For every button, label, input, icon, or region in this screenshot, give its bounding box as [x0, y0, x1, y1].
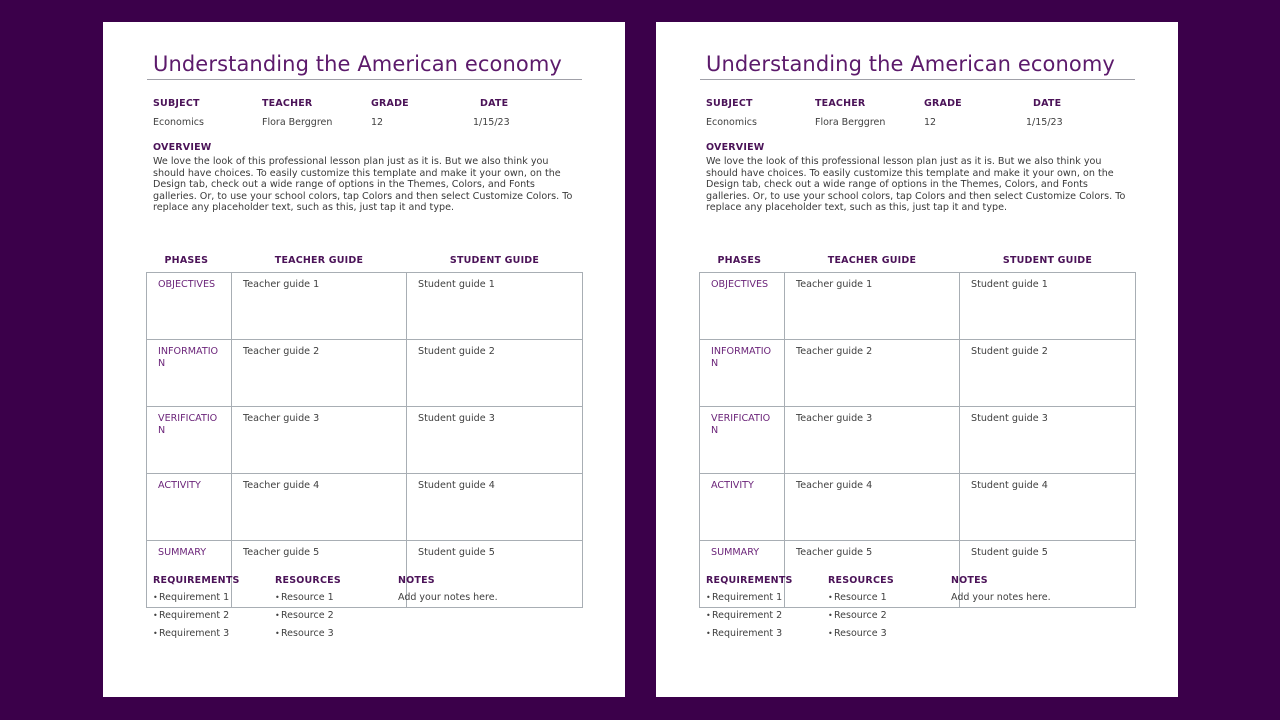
teacher-guide-cell[interactable]: Teacher guide 3 — [232, 407, 407, 474]
table-row — [147, 340, 583, 407]
resource-text: Resource 2 — [281, 610, 334, 621]
requirements-list — [706, 592, 793, 646]
bullet-icon: • — [153, 611, 158, 620]
title-divider — [147, 79, 582, 80]
phase-cell[interactable]: ACTIVITY — [147, 474, 232, 541]
teacher-label: TEACHER — [262, 98, 313, 109]
student-guide-cell[interactable]: Student guide 5 — [960, 541, 1136, 608]
header-teacher-guide: TEACHER GUIDE — [827, 254, 917, 266]
phases-table — [699, 248, 1136, 608]
requirement-text: Requirement 1 — [712, 592, 783, 603]
table-row — [147, 407, 583, 474]
notes-text[interactable]: Add your notes here. — [398, 592, 498, 603]
student-guide-cell[interactable]: Student guide 3 — [960, 407, 1136, 474]
bullet-icon: • — [706, 593, 711, 602]
teacher-guide-cell[interactable]: Teacher guide 2 — [232, 340, 407, 407]
requirements-section — [153, 575, 240, 646]
header-phases: PHASES — [717, 254, 762, 266]
phase-cell[interactable]: SUMMARY — [700, 541, 785, 608]
overview-text[interactable]: We love the look of this professional lesson plan just as it is. But we also think you should have choices. To easily customize this template and make it your own, on the Design tab, check out a wide range of options in the Themes, Colors, and Fonts galleries. Or, to use your school colors, tap Colors and then select Customize Colors. To replace any placeholder text, such as this, just tap it and type. — [153, 156, 573, 214]
list-item[interactable] — [706, 610, 793, 628]
list-item[interactable] — [275, 610, 341, 628]
list-item[interactable] — [828, 592, 894, 610]
date-label: DATE — [1033, 98, 1062, 109]
resource-text: Resource 1 — [281, 592, 334, 603]
student-guide-cell[interactable]: Student guide 2 — [407, 340, 583, 407]
header-teacher-guide: TEACHER GUIDE — [274, 254, 364, 266]
student-guide-cell[interactable]: Student guide 1 — [960, 273, 1136, 340]
table-row — [147, 474, 583, 541]
table-row — [700, 340, 1136, 407]
table-row — [700, 474, 1136, 541]
lesson-plan-page-right — [656, 22, 1178, 697]
phase-cell[interactable]: OBJECTIVES — [147, 273, 232, 340]
requirement-text: Requirement 2 — [159, 610, 230, 621]
resource-text: Resource 3 — [834, 628, 887, 639]
student-guide-cell[interactable]: Student guide 4 — [960, 474, 1136, 541]
teacher-guide-cell[interactable]: Teacher guide 5 — [232, 541, 407, 608]
teacher-guide-cell[interactable]: Teacher guide 4 — [232, 474, 407, 541]
grade-label: GRADE — [924, 98, 962, 109]
header-student-guide: STUDENT GUIDE — [1002, 254, 1093, 266]
list-item[interactable] — [706, 628, 793, 646]
teacher-guide-cell[interactable]: Teacher guide 4 — [785, 474, 960, 541]
overview-label: OVERVIEW — [706, 142, 765, 153]
table-row — [147, 273, 583, 340]
requirement-text: Requirement 3 — [712, 628, 783, 639]
resources-label: RESOURCES — [828, 575, 894, 586]
teacher-label: TEACHER — [815, 98, 866, 109]
phase-cell[interactable]: SUMMARY — [147, 541, 232, 608]
teacher-guide-cell[interactable]: Teacher guide 5 — [785, 541, 960, 608]
phases-table — [146, 248, 583, 608]
bullet-icon: • — [275, 611, 280, 620]
bullet-icon: • — [828, 611, 833, 620]
table-row — [700, 407, 1136, 474]
student-guide-cell[interactable]: Student guide 2 — [960, 340, 1136, 407]
bullet-icon: • — [153, 629, 158, 638]
document-title[interactable]: Understanding the American economy — [153, 52, 562, 76]
grade-value[interactable]: 12 — [924, 117, 937, 128]
date-label: DATE — [480, 98, 509, 109]
requirements-list — [153, 592, 240, 646]
bullet-icon: • — [706, 611, 711, 620]
phase-cell[interactable]: VERIFICATION — [700, 407, 785, 474]
teacher-guide-cell[interactable]: Teacher guide 2 — [785, 340, 960, 407]
grade-value[interactable]: 12 — [371, 117, 384, 128]
requirements-label: REQUIREMENTS — [153, 575, 240, 586]
page-content — [656, 22, 1178, 697]
phase-cell[interactable]: ACTIVITY — [700, 474, 785, 541]
resources-section — [275, 575, 341, 646]
phase-cell[interactable]: INFORMATION — [700, 340, 785, 407]
list-item[interactable] — [828, 610, 894, 628]
notes-label: NOTES — [951, 575, 988, 586]
requirement-text: Requirement 3 — [159, 628, 230, 639]
title-divider — [700, 79, 1135, 80]
bullet-icon: • — [706, 629, 711, 638]
requirements-label: REQUIREMENTS — [706, 575, 793, 586]
student-guide-cell[interactable]: Student guide 4 — [407, 474, 583, 541]
bullet-icon: • — [275, 593, 280, 602]
list-item[interactable] — [828, 628, 894, 646]
student-guide-cell[interactable]: Student guide 1 — [407, 273, 583, 340]
overview-label: OVERVIEW — [153, 142, 212, 153]
table-header-row — [147, 248, 583, 273]
bullet-icon: • — [275, 629, 280, 638]
requirement-text: Requirement 2 — [712, 610, 783, 621]
notes-section — [951, 575, 1051, 603]
list-item[interactable] — [275, 592, 341, 610]
teacher-guide-cell[interactable]: Teacher guide 3 — [785, 407, 960, 474]
date-value[interactable]: 1/15/23 — [1026, 117, 1063, 128]
subject-value[interactable]: Economics — [153, 117, 204, 128]
header-phases: PHASES — [164, 254, 209, 266]
resource-text: Resource 1 — [834, 592, 887, 603]
overview-text[interactable]: We love the look of this professional lesson plan just as it is. But we also think you should have choices. To easily customize this template and make it your own, on the Design tab, check out a wide range of options in the Themes, Colors, and Fonts galleries. Or, to use your school colors, tap Colors and then select Customize Colors. To replace any placeholder text, such as this, just tap it and type. — [706, 156, 1126, 214]
date-value[interactable]: 1/15/23 — [473, 117, 510, 128]
teacher-guide-cell[interactable]: Teacher guide 1 — [232, 273, 407, 340]
table-header-row — [700, 248, 1136, 273]
list-item[interactable] — [153, 592, 240, 610]
list-item[interactable] — [153, 628, 240, 646]
teacher-value[interactable]: Flora Berggren — [262, 117, 333, 128]
page-content — [103, 22, 625, 697]
bullet-icon: • — [828, 593, 833, 602]
bullet-icon: • — [828, 629, 833, 638]
subject-label: SUBJECT — [706, 98, 753, 109]
resource-text: Resource 2 — [834, 610, 887, 621]
grade-label: GRADE — [371, 98, 409, 109]
resources-list — [828, 592, 894, 646]
resources-label: RESOURCES — [275, 575, 341, 586]
teacher-guide-cell[interactable]: Teacher guide 1 — [785, 273, 960, 340]
bullet-icon: • — [153, 593, 158, 602]
phase-cell[interactable]: INFORMATION — [147, 340, 232, 407]
requirement-text: Requirement 1 — [159, 592, 230, 603]
notes-label: NOTES — [398, 575, 435, 586]
notes-text[interactable]: Add your notes here. — [951, 592, 1051, 603]
list-item[interactable] — [275, 628, 341, 646]
subject-label: SUBJECT — [153, 98, 200, 109]
student-guide-cell[interactable]: Student guide 5 — [407, 541, 583, 608]
requirements-section — [706, 575, 793, 646]
resource-text: Resource 3 — [281, 628, 334, 639]
phase-cell[interactable]: OBJECTIVES — [700, 273, 785, 340]
notes-section — [398, 575, 498, 603]
teacher-value[interactable]: Flora Berggren — [815, 117, 886, 128]
list-item[interactable] — [153, 610, 240, 628]
header-student-guide: STUDENT GUIDE — [449, 254, 540, 266]
student-guide-cell[interactable]: Student guide 3 — [407, 407, 583, 474]
list-item[interactable] — [706, 592, 793, 610]
subject-value[interactable]: Economics — [706, 117, 757, 128]
lesson-plan-page-left — [103, 22, 625, 697]
document-title[interactable]: Understanding the American economy — [706, 52, 1115, 76]
table-row — [700, 273, 1136, 340]
resources-list — [275, 592, 341, 646]
phase-cell[interactable]: VERIFICATION — [147, 407, 232, 474]
resources-section — [828, 575, 894, 646]
